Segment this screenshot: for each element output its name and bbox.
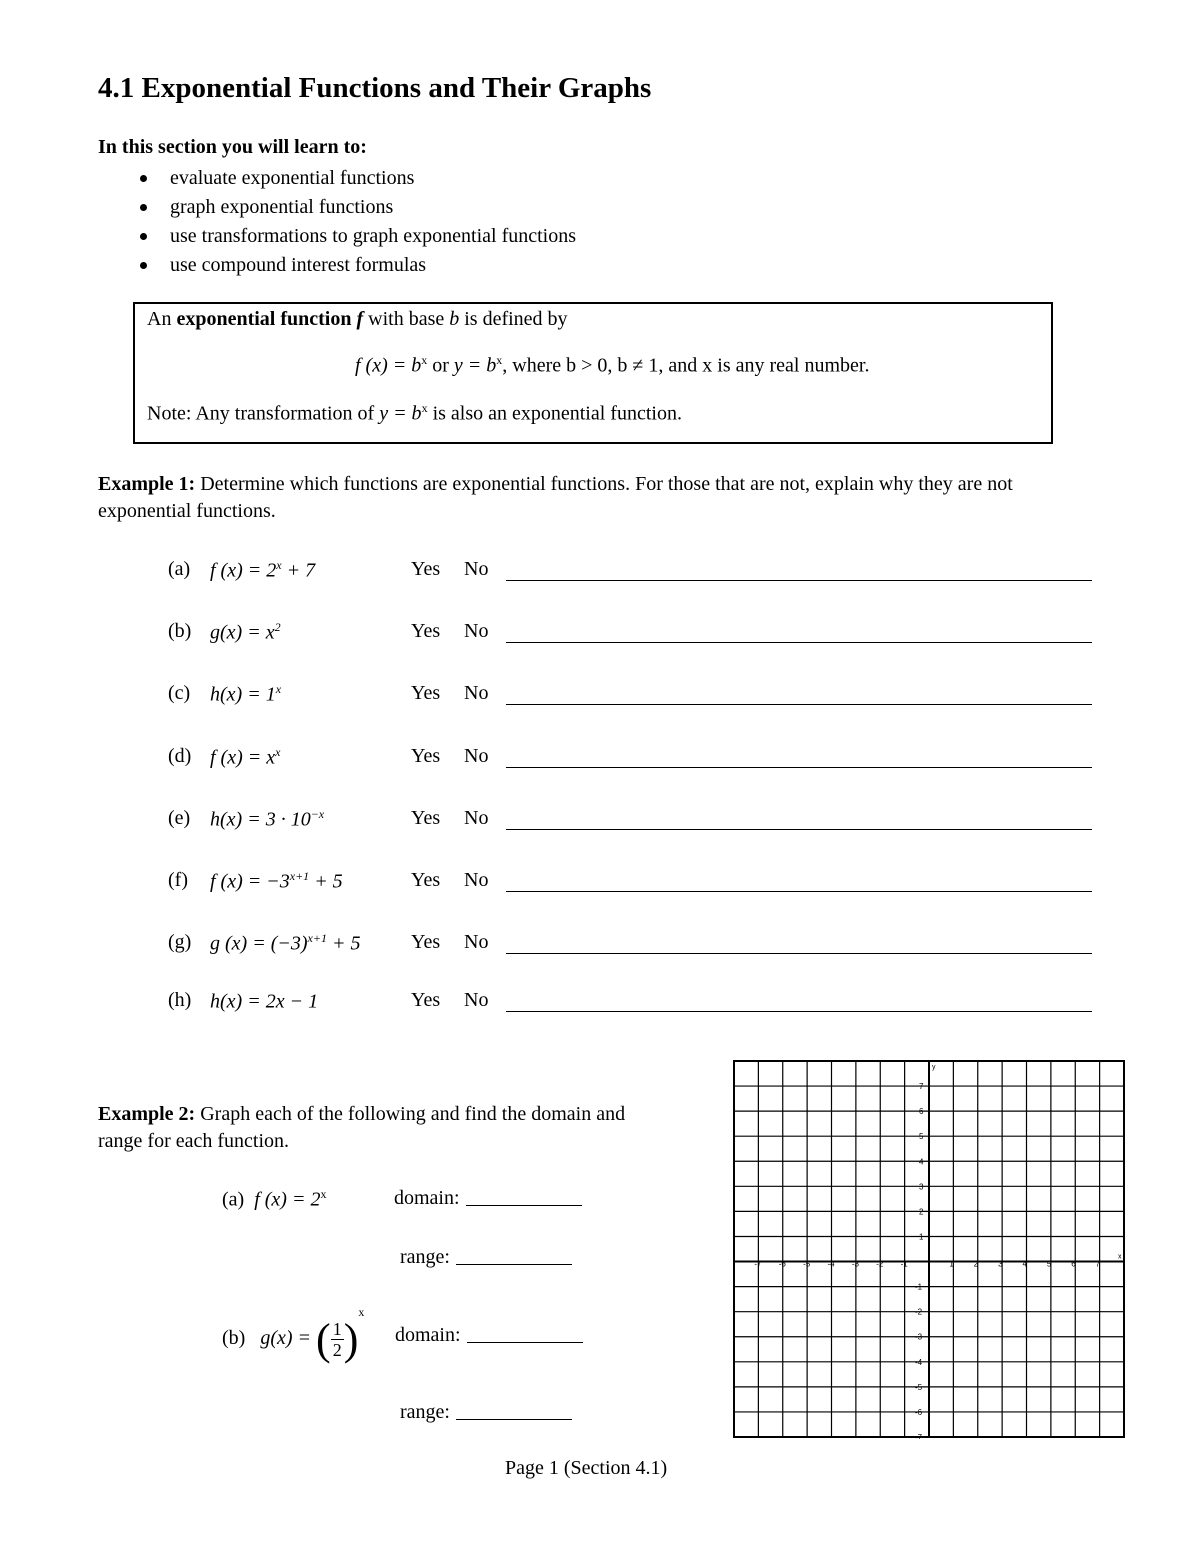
fraction-one-half: $\frac{1}{2}$	[332, 1318, 342, 1360]
question-function: $g(x) = x^2$	[210, 620, 281, 644]
question-function: $h(x) = 3 \cdot 10^{-x}$	[210, 807, 325, 831]
coordinate-grid[interactable]	[732, 1059, 1126, 1444]
x-tick-label: -2	[876, 1259, 884, 1269]
no-option[interactable]: No	[464, 807, 489, 829]
bullet-icon	[140, 262, 147, 269]
definition-box	[133, 302, 1053, 444]
y-tick-label: -3	[915, 1332, 923, 1342]
y-tick-label: 7	[919, 1082, 924, 1092]
y-tick-label: -2	[915, 1307, 923, 1317]
range-answer-blank[interactable]	[456, 1264, 572, 1265]
x-tick-label: -3	[851, 1259, 859, 1269]
example1-prompt: Example 1: Determine which functions are exponential functions. For those that are not, explain why they are not exponential functions.	[98, 473, 1013, 522]
explanation-blank[interactable]	[506, 891, 1092, 892]
x-tick-label: 1	[949, 1259, 954, 1269]
x-tick-label: -7	[754, 1259, 762, 1269]
explanation-blank[interactable]	[506, 580, 1092, 581]
yes-option[interactable]: Yes	[411, 682, 441, 704]
example2b-range: range:	[400, 1401, 572, 1424]
y-tick-label: -4	[915, 1357, 923, 1367]
explanation-blank[interactable]	[506, 704, 1092, 705]
question-function: g $(x) = (-3)^{x+1} + 5$	[210, 931, 361, 955]
bullet-icon	[140, 233, 147, 240]
no-option[interactable]: No	[464, 682, 489, 704]
example2b-domain: domain:	[395, 1324, 583, 1347]
definition-formula: f $(x) = b^x$ or $y = b^x$, where b > 0, b ≠ 1, and x is any real number.	[355, 353, 870, 377]
bullet-icon	[140, 175, 147, 182]
y-tick-label: 3	[919, 1182, 924, 1192]
yes-option[interactable]: Yes	[411, 869, 441, 891]
question-function: f $(x) = -3^{x+1} + 5$	[210, 869, 343, 893]
no-option[interactable]: No	[464, 620, 489, 642]
yes-option[interactable]: Yes	[411, 931, 441, 953]
explanation-blank[interactable]	[506, 953, 1092, 954]
x-tick-label: 2	[973, 1259, 979, 1269]
learning-objectives-heading: In this section you will learn to:	[98, 136, 367, 158]
range-answer-blank[interactable]	[456, 1419, 572, 1420]
objective-item: use compound interest formulas	[140, 251, 576, 280]
example2a-range: range:	[400, 1246, 572, 1269]
example1-label: Example 1:	[98, 473, 196, 495]
question-label: (b)	[168, 620, 192, 642]
y-tick-label: 4	[919, 1157, 924, 1167]
objective-item: graph exponential functions	[140, 193, 576, 222]
example2a-domain: domain:	[394, 1187, 582, 1210]
question-label: (e)	[168, 807, 191, 829]
definition-intro: An exponential function f with base b is defined by	[147, 308, 568, 330]
page-footer: Page 1 (Section 4.1)	[505, 1457, 668, 1479]
question-label: (d)	[168, 745, 192, 767]
no-option[interactable]: No	[464, 745, 489, 767]
yes-option[interactable]: Yes	[411, 620, 441, 642]
y-tick-label: 6	[919, 1107, 924, 1117]
no-option[interactable]: No	[464, 931, 489, 953]
y-tick-label: -6	[915, 1407, 923, 1417]
x-tick-label: 4	[1022, 1259, 1027, 1269]
x-tick-label: -4	[827, 1259, 835, 1269]
explanation-blank[interactable]	[506, 642, 1092, 643]
explanation-blank[interactable]	[506, 1011, 1092, 1012]
y-tick-label: -1	[915, 1282, 923, 1292]
x-axis-label: x	[1118, 1253, 1122, 1261]
yes-option[interactable]: Yes	[411, 807, 441, 829]
question-function: $h(x) = 1^x$	[210, 682, 282, 706]
example2-prompt: Example 2: Graph each of the following and find the domain and range for each function.	[98, 1103, 626, 1152]
y-axis-label: y	[932, 1064, 936, 1071]
domain-answer-blank[interactable]	[466, 1205, 582, 1206]
x-tick-label: 7	[1095, 1259, 1101, 1269]
question-label: (f)	[168, 869, 188, 891]
y-tick-label: -7	[915, 1433, 923, 1439]
x-tick-label: -1	[900, 1259, 908, 1269]
yes-option[interactable]: Yes	[411, 745, 441, 767]
definition-term: exponential function	[176, 308, 352, 330]
explanation-blank[interactable]	[506, 829, 1092, 830]
explanation-blank[interactable]	[506, 767, 1092, 768]
question-label: (a)	[168, 558, 191, 580]
no-option[interactable]: No	[464, 558, 489, 580]
objective-item: use transformations to graph exponential functions	[140, 222, 576, 251]
domain-answer-blank[interactable]	[467, 1342, 583, 1343]
y-tick-label: -5	[915, 1382, 923, 1392]
no-option[interactable]: No	[464, 989, 489, 1011]
x-tick-label: 3	[998, 1259, 1003, 1269]
example2b-function: (b) g(x) = ( $\frac{1}{2}$ )$^x$	[222, 1305, 365, 1364]
question-label: (h)	[168, 989, 192, 1011]
question-label: (g)	[168, 931, 192, 953]
page-title: 4.1 Exponential Functions and Their Graphs	[98, 72, 652, 104]
y-tick-label: 1	[919, 1232, 924, 1242]
objective-item: evaluate exponential functions	[140, 164, 576, 193]
question-function: f $(x) = 2^x + 7$	[210, 558, 316, 582]
y-tick-label: 5	[919, 1132, 924, 1142]
question-function: f $(x) = x^x$	[210, 745, 281, 769]
yes-option[interactable]: Yes	[411, 558, 441, 580]
learning-objectives-list	[140, 164, 576, 280]
definition-note: Note: Any transformation of $y = b^x$ is also an exponential function.	[147, 401, 682, 425]
x-tick-label: -5	[803, 1259, 811, 1269]
example2-label: Example 2:	[98, 1103, 196, 1125]
x-tick-label: -6	[778, 1259, 786, 1269]
yes-option[interactable]: Yes	[411, 989, 441, 1011]
y-tick-label: 2	[919, 1207, 924, 1217]
question-function: h(x) = 2x − 1	[210, 990, 319, 1013]
example2a-function: (a) f $(x) = 2^x$	[222, 1187, 327, 1211]
no-option[interactable]: No	[464, 869, 489, 891]
x-tick-label: 6	[1071, 1259, 1076, 1269]
bullet-icon	[140, 204, 147, 211]
question-label: (c)	[168, 682, 191, 704]
x-tick-label: 5	[1046, 1259, 1052, 1269]
grid-svg	[732, 1059, 1126, 1439]
